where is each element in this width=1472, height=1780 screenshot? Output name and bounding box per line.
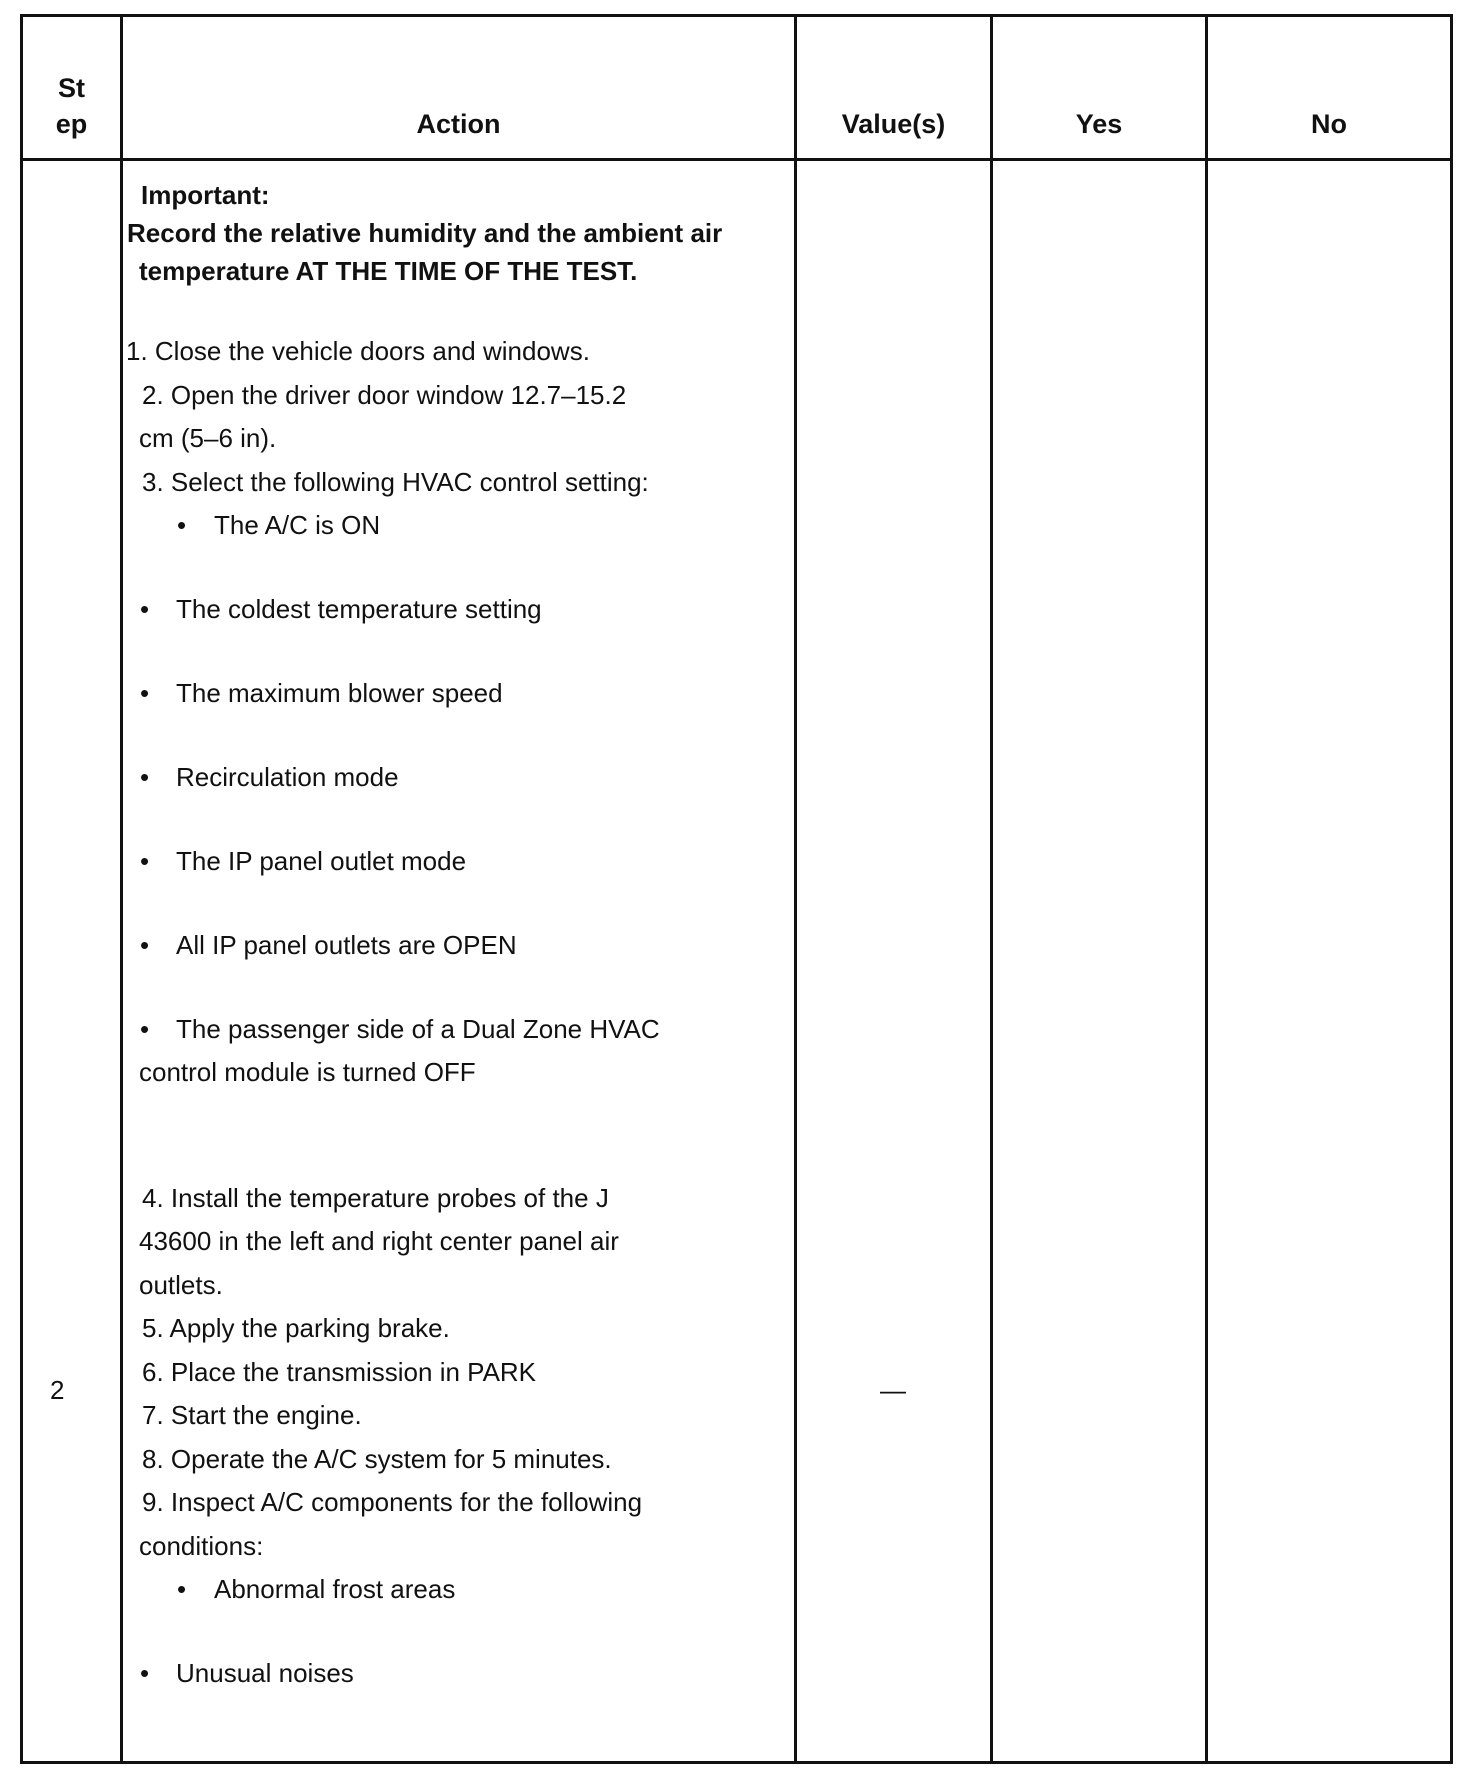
bullet-outlets-open: All IP panel outlets are OPEN xyxy=(176,930,517,960)
step-9-line2: conditions: xyxy=(139,1531,264,1561)
step-4-line3: outlets. xyxy=(139,1270,223,1300)
bullet-icon: • xyxy=(140,930,150,960)
bullet-icon: • xyxy=(140,594,150,624)
bullet-frost: Abnormal frost areas xyxy=(214,1574,456,1604)
step-9-line1: 9. Inspect A/C components for the following xyxy=(142,1487,643,1517)
table-border-left xyxy=(20,14,23,1764)
important-label: Important: xyxy=(141,180,270,210)
header-yes: Yes xyxy=(1075,109,1123,139)
step-3: 3. Select the following HVAC control setting: xyxy=(142,467,649,497)
table-border-right xyxy=(1450,14,1453,1764)
bullet-icon: • xyxy=(140,762,150,792)
header-step-line2: ep xyxy=(55,109,88,139)
bullet-ip-outlet-mode: The IP panel outlet mode xyxy=(176,846,467,876)
column-divider-values xyxy=(990,14,993,1764)
column-divider-action xyxy=(794,14,797,1764)
step-5: 5. Apply the parking brake. xyxy=(142,1313,450,1343)
bullet-icon: • xyxy=(177,510,187,540)
bullet-dual-zone-line2: control module is turned OFF xyxy=(139,1057,476,1087)
step-8: 8. Operate the A/C system for 5 minutes. xyxy=(142,1444,612,1474)
bullet-noises: Unusual noises xyxy=(176,1658,354,1688)
bullet-icon: • xyxy=(140,1658,150,1688)
step-7: 7. Start the engine. xyxy=(142,1400,362,1430)
bullet-coldest-temp: The coldest temperature setting xyxy=(176,594,542,624)
header-step-line1: St xyxy=(58,73,85,103)
bullet-max-blower: The maximum blower speed xyxy=(176,678,503,708)
step-number: 2 xyxy=(50,1375,65,1405)
header-values: Value(s) xyxy=(841,109,946,139)
step-2-line1: 2. Open the driver door window 12.7–15.2 xyxy=(142,380,627,410)
important-text-line2: temperature AT THE TIME OF THE TEST. xyxy=(139,256,638,286)
bullet-dual-zone-line1: The passenger side of a Dual Zone HVAC xyxy=(176,1014,660,1044)
bullet-ac-on: The A/C is ON xyxy=(214,510,381,540)
header-step xyxy=(23,70,120,142)
table-border-top xyxy=(20,14,1453,17)
header-action: Action xyxy=(416,109,501,139)
step-1: 1. Close the vehicle doors and windows. xyxy=(126,336,590,366)
bullet-icon: • xyxy=(140,846,150,876)
step-2-line2: cm (5–6 in). xyxy=(139,423,277,453)
table-border-bottom xyxy=(20,1761,1453,1764)
bullet-icon: • xyxy=(140,678,150,708)
important-text-line1: Record the relative humidity and the ambient air xyxy=(127,218,723,248)
bullet-icon: • xyxy=(177,1574,187,1604)
step-6: 6. Place the transmission in PARK xyxy=(142,1357,537,1387)
bullet-recirculation: Recirculation mode xyxy=(176,762,399,792)
value-cell: — xyxy=(880,1375,906,1405)
header-divider xyxy=(20,158,1453,161)
diagnostic-table xyxy=(20,14,1453,1764)
step-4-line2: 43600 in the left and right center panel air xyxy=(139,1226,619,1256)
step-4-line1: 4. Install the temperature probes of the J xyxy=(142,1183,609,1213)
column-divider-step xyxy=(120,14,123,1764)
column-divider-yes xyxy=(1205,14,1208,1764)
header-no: No xyxy=(1311,109,1347,139)
bullet-icon: • xyxy=(140,1014,150,1044)
